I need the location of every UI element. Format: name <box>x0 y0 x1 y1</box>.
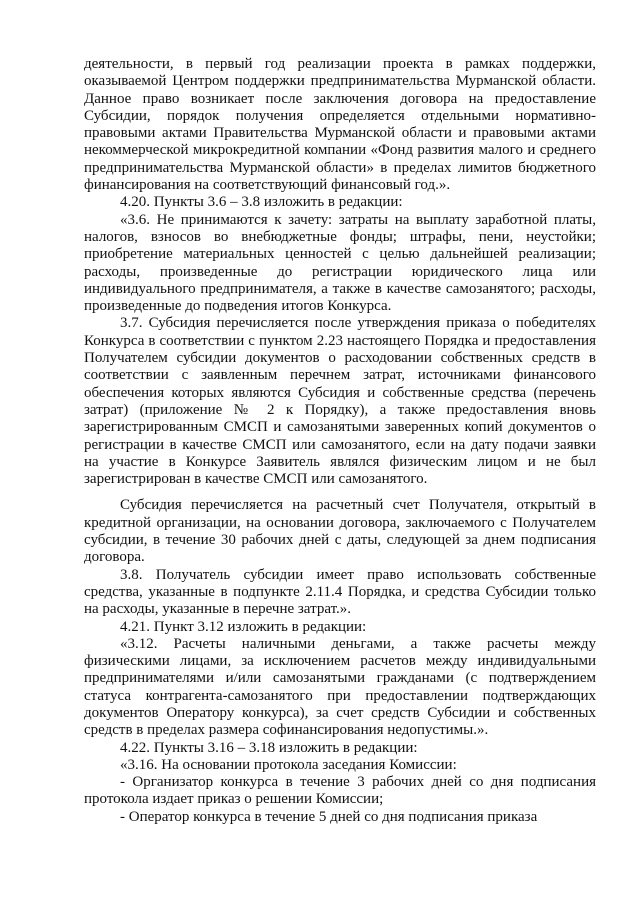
paragraph-clause-3-16: «3.16. На основании протокола заседания Комиссии: <box>120 756 457 773</box>
paragraph-item-4-22: 4.22. Пункты 3.16 – 3.18 изложить в редакции: <box>120 739 418 756</box>
paragraph-clause-3-7: 3.7. Субсидия перечисляется после утверждения приказа о победителях Конкурса в соответствии с пунктом 2.23 настоящего Порядка и предоставления Получателем субсидии документов о расходовании собственных средств в соответствии с заявленным перечнем затрат, источниками финансового обеспечения которых являются Субсидия и собственные средства (перечень затрат) (приложение № 2 к Порядку), а также предоставления вновь зарегистрированным СМСП и самозанятыми заверенных копий документов о регистрации в качестве СМСП или самозанятого, если на дату подачи заявки на участие в Конкурсе Заявитель являлся физическим лицом и не был зарегистрирован в качестве СМСП или самозанятого. <box>84 315 596 488</box>
list-item-organizer: - Организатор конкурса в течение 3 рабочих дней со дня подписания протокола издает приказ о решении Комиссии; <box>84 774 596 808</box>
paragraph-clause-3-6: «3.6. Не принимаются к зачету: затраты на выплату заработной платы, налогов, взносов во внебюджетные фонды; штрафы, пени, неустойки; приобретение материальных ценностей с целью дальнейшей реализации; расходы, произведенные до регистрации юридического лица или индивидуального предпринимателя, а также в качестве самозанятого; расходы, произведенные до подведения итогов Конкурса. <box>84 211 596 315</box>
paragraph-item-4-21: 4.21. Пункт 3.12 изложить в редакции: <box>120 618 367 635</box>
list-item-operator: - Оператор конкурса в течение 5 дней со дня подписания приказа <box>120 808 538 825</box>
paragraph-subsidy-transfer: Субсидия перечисляется на расчетный счет Получателя, открытый в кредитной организации, на основании договора, заключаемого с Получателем субсидии, в течение 30 рабочих дней с даты, следующей за днем подписания договора. <box>84 497 596 566</box>
paragraph-continuation: деятельности, в первый год реализации проекта в рамках поддержки, оказываемой Центром поддержки предпринимательства Мурманской области. Данное право возникает после заключения договора на предоставление Субсидии, порядок получения определяется отдельными нормативно-правовыми актами Правительства Мурманской области и правовыми актами некоммерческой микрокредитной компании «Фонд развития малого и среднего предпринимательства Мурманской области» в пределах лимитов бюджетного финансирования на соответствующий финансовый год.». <box>84 56 596 194</box>
paragraph-clause-3-12: «3.12. Расчеты наличными деньгами, а также расчеты между физическими лицами, за исключением расчетов между индивидуальными предпринимателями и/или самозанятыми гражданами (с подтверждением статуса контрагента-самозанятого при предоставлении подтверждающих документов Оператору конкурса), за счет средств Субсидии и собственных средств в пределах размера софинансирования недопустимы.». <box>84 635 596 739</box>
document-body <box>84 56 596 826</box>
paragraph-item-4-20: 4.20. Пункты 3.6 – 3.8 изложить в редакции: <box>120 194 403 211</box>
paragraph-clause-3-8: 3.8. Получатель субсидии имеет право использовать собственные средства, указанные в подпункте 2.11.4 Порядка, и средства Субсидии только на расходы, указанные в перечне затрат.». <box>84 566 596 618</box>
